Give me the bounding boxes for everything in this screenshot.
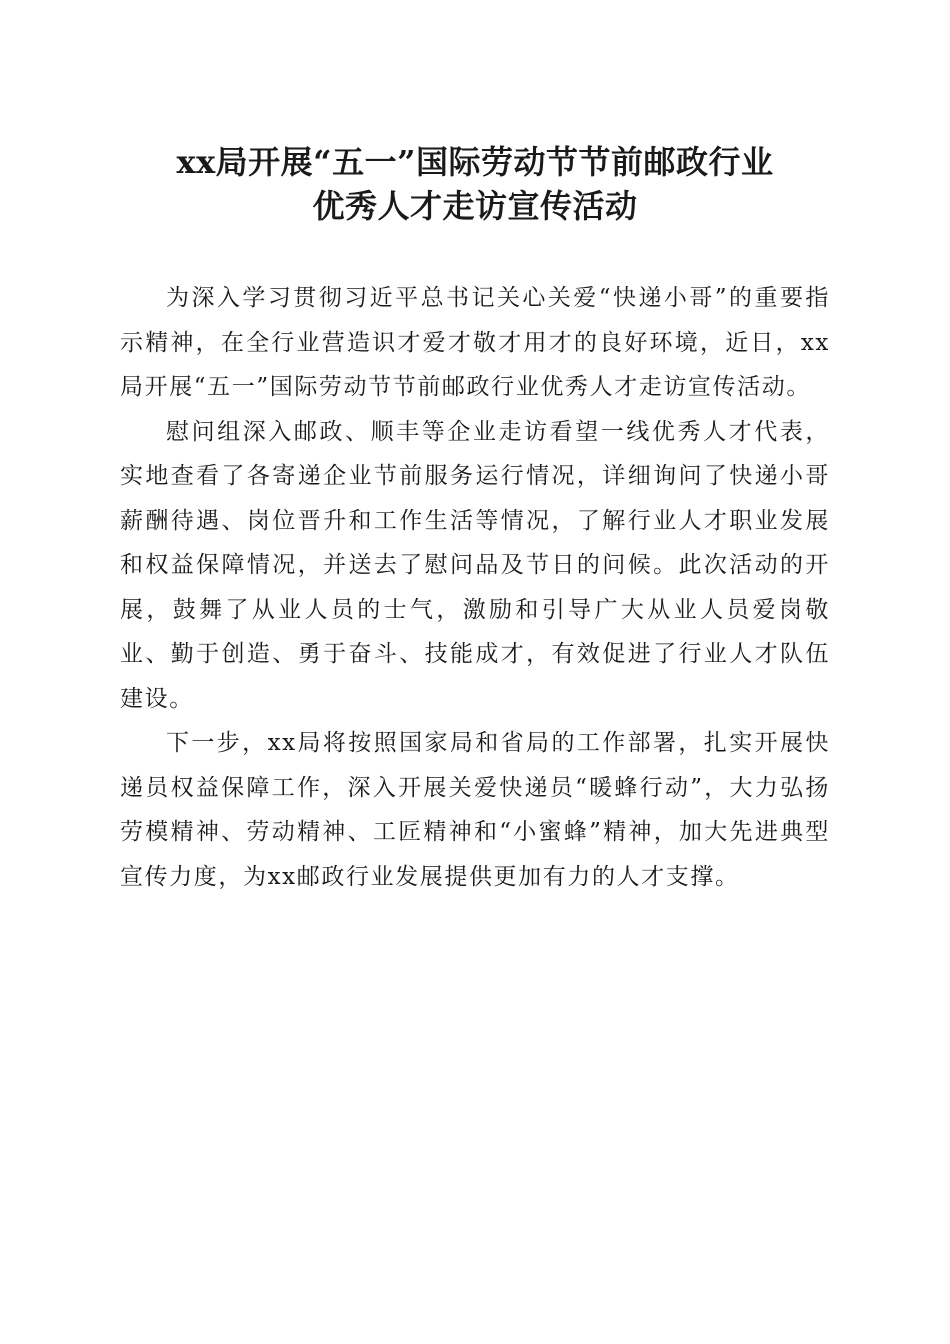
paragraph-1: 为深入学习贯彻习近平总书记关心关爱“快递小哥”的重要指示精神，在全行业营造识才爱才敬才用才的良好环境，近日，xx局开展“五一”国际劳动节节前邮政行业优秀人才走访宣传活动。 bbox=[120, 285, 830, 400]
paragraph-2: 慰问组深入邮政、顺丰等企业走访看望一线优秀人才代表，实地查看了各寄递企业节前服务运行情况，详细询问了快递小哥薪酬待遇、岗位晋升和工作生活等情况，了解行业人才职业发展和权益保障情况，并送去了慰问品及节日的问候。此次活动的开展，鼓舞了从业人员的士气，激励和引导广大从业人员爱岗敬业、勤于创造、勇于奋斗、技能成才，有效促进了行业人才队伍建设。 bbox=[120, 418, 830, 712]
title-line-2: 优秀人才走访宣传活动 bbox=[312, 187, 638, 225]
document-title bbox=[100, 140, 850, 228]
document-body bbox=[120, 276, 830, 899]
title-line-1: xx局开展“五一”国际劳动节节前邮政行业 bbox=[176, 143, 774, 181]
paragraph-3: 下一步，xx局将按照国家局和省局的工作部署，扎实开展快递员权益保障工作，深入开展关爱快递员“暖蜂行动”，大力弘扬劳模精神、劳动精神、工匠精神和“小蜜蜂”精神，加大先进典型宣传力度，为xx邮政行业发展提供更加有力的人才支撑。 bbox=[120, 730, 830, 890]
